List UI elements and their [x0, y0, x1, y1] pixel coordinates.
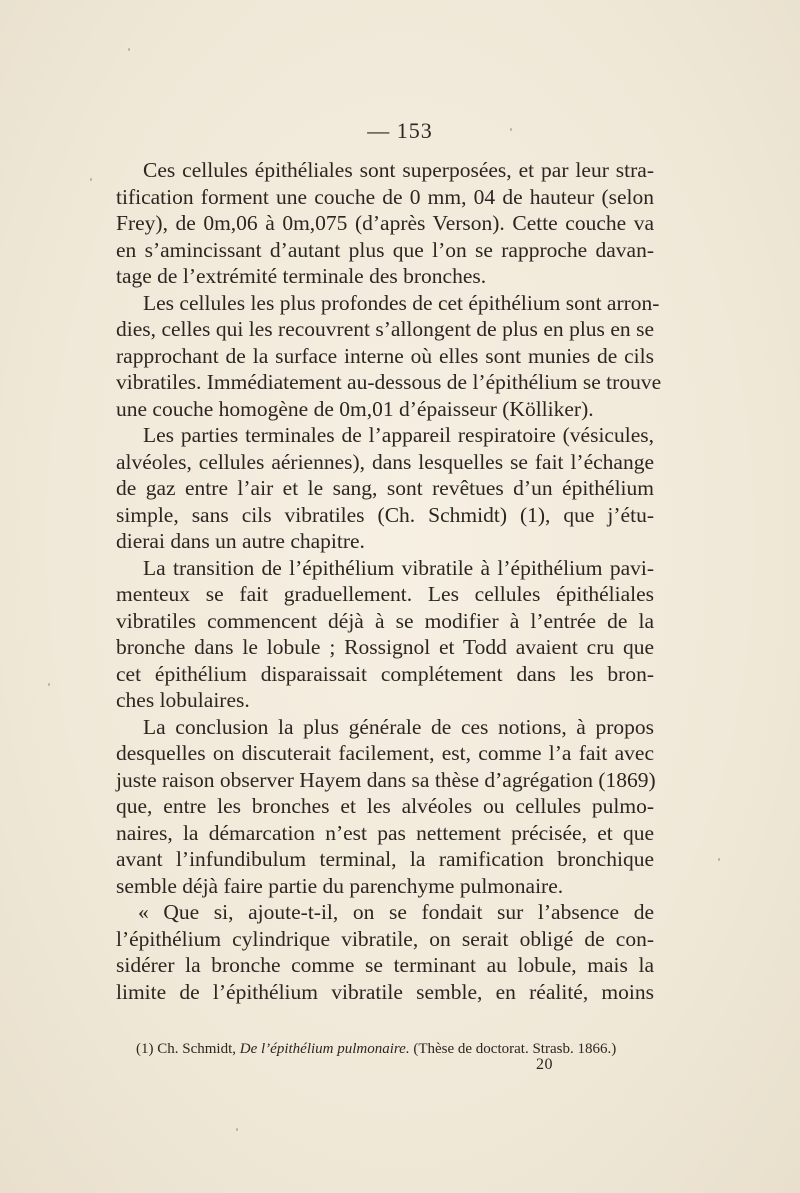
text-line: semble déjà faire partie du parenchyme pulmonaire.: [116, 873, 564, 898]
paper-speck: [90, 178, 92, 181]
text-line: rapprochant de la surface interne où elles sont munies de cils: [116, 343, 654, 368]
text-line: une couche homogène de 0m,01 d’épaisseur (Kölliker).: [116, 396, 594, 421]
text-line: l’épithélium cylindrique vibratile, on serait obligé de con-: [116, 926, 654, 951]
footnote-title: De l’épithélium pulmonaire.: [239, 1041, 410, 1057]
text-line: La transition de l’épithélium vibratile à l’épithélium pavi-: [143, 555, 654, 580]
text-line: La conclusion la plus générale de ces notions, à propos: [143, 714, 654, 739]
body-text: [116, 157, 662, 1005]
text-line: tification forment une couche de 0 mm, 04 de hauteur (selon: [116, 184, 654, 209]
text-line: naires, la démarcation n’est pas nettement précisée, et que: [116, 820, 654, 845]
text-line: simple, sans cils vibratiles (Ch. Schmidt) (1), que j’étu-: [116, 502, 654, 527]
text-line: Les cellules les plus profondes de cet épithélium sont arron-: [143, 290, 660, 315]
text-line: que, entre les bronches et les alvéoles ou cellules pulmo-: [116, 794, 654, 818]
text-line: cet épithélium disparaissait complétement dans les bron-: [116, 661, 654, 686]
footnote: [136, 1039, 666, 1059]
footnote-marker: (1): [136, 1041, 154, 1057]
paper-speck: [718, 858, 720, 861]
text-line: vibratiles commencent déjà à se modifier à l’entrée de la: [116, 608, 654, 633]
page-number: — 153: [367, 118, 433, 143]
text-line: juste raison observer Hayem dans sa thèse d’agrégation (1869): [116, 767, 656, 792]
paper-speck: [236, 1128, 238, 1131]
paper-speck: [128, 48, 130, 51]
text-line: ches lobulaires.: [116, 688, 250, 712]
text-line: « Que si, ajoute-t-il, on se fondait sur l’absence de: [138, 900, 654, 924]
text-line: desquelles on discuterait facilement, est, comme l’a fait avec: [116, 741, 654, 765]
text-line: dierai dans un autre chapitre.: [116, 529, 365, 553]
text-line: limite de l’épithélium vibratile semble, en réalité, moins: [116, 979, 654, 1004]
text-line: vibratiles. Immédiatement au-dessous de l’épithélium se trouve: [116, 370, 662, 394]
text-line: alvéoles, cellules aériennes), dans lesquelles se fait l’échange: [116, 449, 654, 474]
paper-speck: [510, 128, 512, 131]
text-line: bronche dans le lobule ; Rossignol et Todd avaient cru que: [116, 635, 654, 659]
text-line: avant l’infundibulum terminal, la ramification bronchique: [116, 847, 654, 871]
text-line: de gaz entre l’air et le sang, sont revêtues d’un épithélium: [116, 476, 654, 500]
text-line: Ces cellules épithéliales sont superposées, et par leur stra-: [143, 158, 654, 182]
footnote-author: Ch. Schmidt,: [157, 1041, 237, 1057]
text-line: tage de l’extrémité terminale des bronches.: [116, 264, 487, 288]
text-line: Frey), de 0m,06 à 0m,075 (d’après Verson). Cette couche va: [116, 211, 654, 235]
text-line: sidérer la bronche comme se terminant au lobule, mais la: [116, 953, 654, 977]
text-line: Les parties terminales de l’appareil respiratoire (vésicules,: [143, 423, 654, 447]
text-line: menteux se fait graduellement. Les cellules épithéliales: [116, 582, 654, 606]
footnote-rest: (Thèse de doctorat. Strasb. 1866.): [413, 1041, 617, 1057]
text-line: en s’amincissant d’autant plus que l’on se rapproche davan-: [116, 237, 654, 262]
signature-mark: 20: [536, 1056, 553, 1073]
paper-speck: [48, 683, 50, 686]
text-line: dies, celles qui les recouvrent s’allongent de plus en plus en se: [116, 317, 654, 341]
